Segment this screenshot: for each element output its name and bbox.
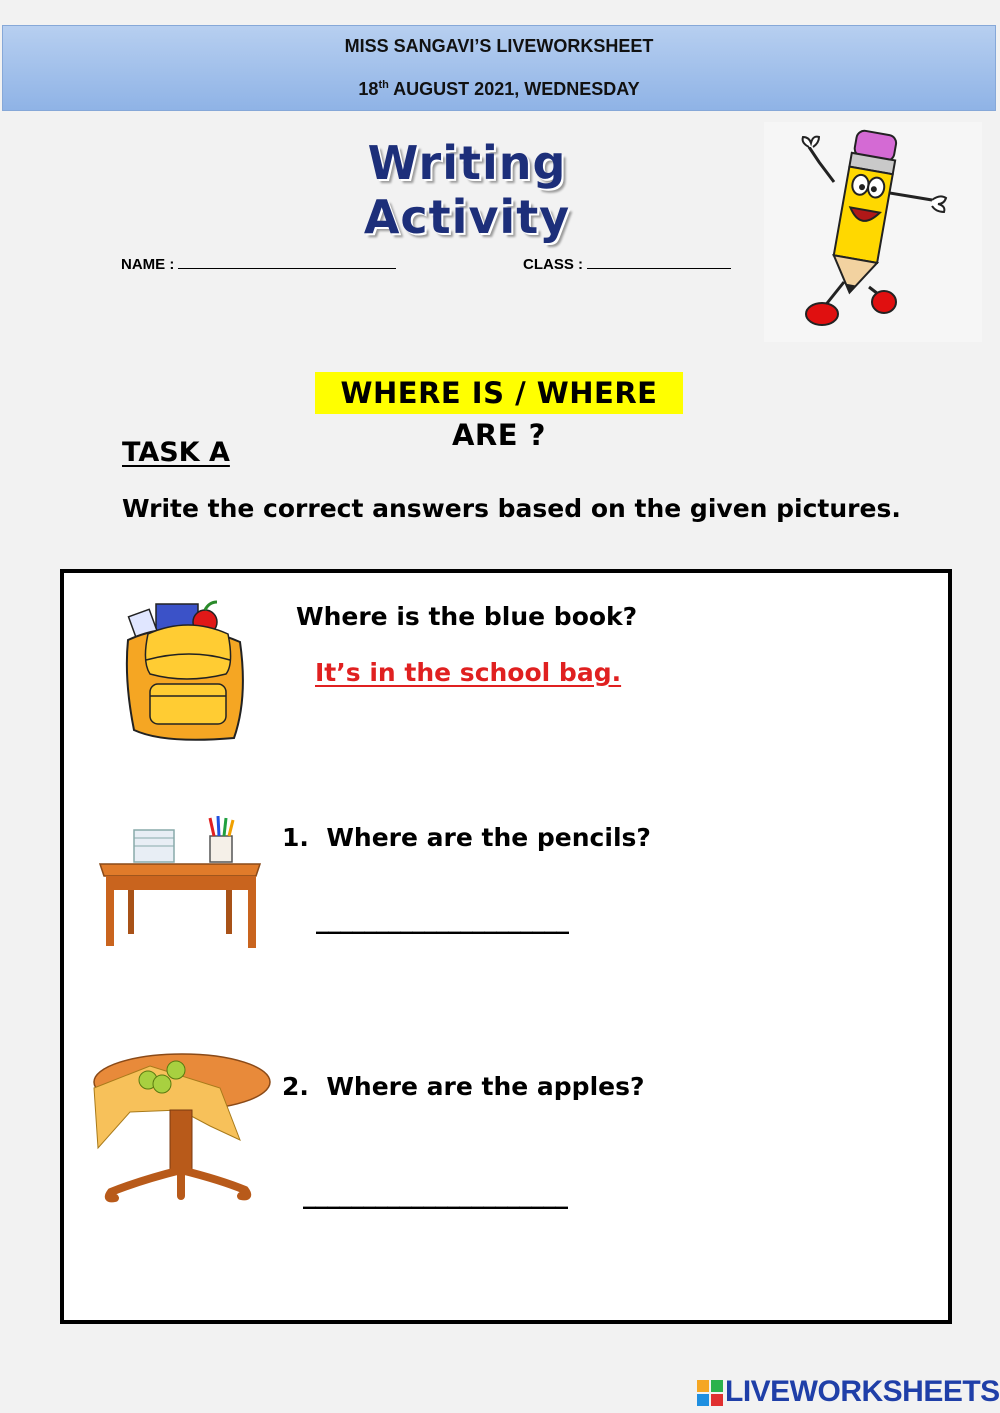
header-band [2,25,996,111]
question-1 [282,823,651,852]
answer-2-blank[interactable]: ______________________ [303,1180,567,1210]
question-1-number: 1. [282,823,309,852]
date-rest: AUGUST 2021, WEDNESDAY [388,79,640,99]
liveworksheets-icon [697,1380,723,1406]
question-2-number: 2. [282,1072,309,1101]
class-field[interactable] [523,254,731,273]
desk-image [98,816,268,956]
date-line [3,79,995,100]
task-label: TASK A [122,437,230,468]
question-1-text: Where are the pencils? [326,823,651,852]
question-2 [282,1072,644,1101]
liveworksheets-brand: LIVEWORKSHEETS [725,1375,1000,1408]
teacher-line: MISS SANGAVI’S LIVEWORKSHEET [344,36,654,56]
task-instruction: Write the correct answers based on the given pictures. [122,494,901,523]
page-title: Writing Activity [363,136,571,244]
name-input-line[interactable] [178,254,396,269]
topic-heading: WHERE IS / WHERE ARE ? [315,372,683,414]
liveworksheets-logo[interactable] [697,1374,1000,1410]
answer-1-blank[interactable]: _____________________ [316,905,568,935]
pencil-mascot-image [764,122,982,342]
class-input-line[interactable] [587,254,731,269]
example-question: Where is the blue book? [296,602,638,631]
round-table-image [90,1048,275,1212]
school-bag-image [118,600,263,749]
question-2-text: Where are the apples? [326,1072,645,1101]
class-label: CLASS : [523,256,583,273]
name-field[interactable] [121,254,396,273]
name-label: NAME : [121,256,175,273]
example-answer: It’s in the school bag. [315,658,622,687]
date-day: 18 [358,79,379,99]
date-suffix: th [378,79,389,91]
